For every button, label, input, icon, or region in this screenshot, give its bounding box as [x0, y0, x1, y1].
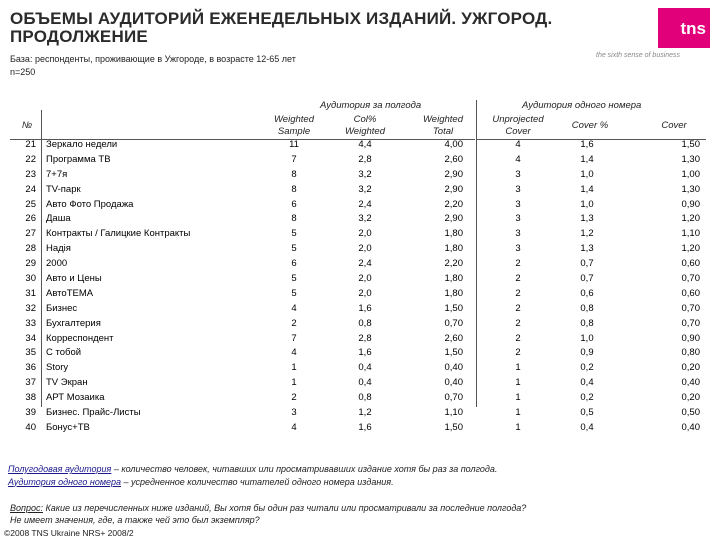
cell-col-weighted: 2,4	[358, 198, 372, 210]
cell-weighted-sample: 4	[291, 347, 297, 359]
cell-weighted-sample: 2	[291, 317, 297, 329]
cell-publication: Контракты / Галицкие Контракты	[46, 228, 191, 240]
cell-weighted-total: 2,20	[444, 258, 463, 270]
cell-unprojected-cover: 3	[515, 228, 521, 240]
cell-number: 23	[25, 168, 36, 180]
table-row	[0, 138, 720, 153]
cell-publication: С тобой	[46, 347, 82, 359]
cell-weighted-sample: 7	[291, 153, 297, 165]
cell-number: 21	[25, 139, 36, 150]
cell-weighted-total: 1,80	[444, 228, 463, 240]
group-header-one-issue: Аудитория одного номера	[522, 100, 642, 111]
table-row	[0, 376, 720, 391]
cell-unprojected-cover: 4	[515, 139, 521, 150]
cell-publication: Корреспондент	[46, 332, 114, 344]
cell-unprojected-cover: 3	[515, 168, 521, 180]
cell-cover-percent: 0,8	[580, 317, 594, 329]
column-header-weighted-sample: Weighted Sample	[274, 114, 314, 137]
cell-unprojected-cover: 3	[515, 213, 521, 225]
cell-col-weighted: 0,8	[358, 392, 372, 404]
definition-one-issue	[8, 476, 497, 489]
cell-unprojected-cover: 2	[515, 302, 521, 314]
cell-number: 37	[25, 377, 36, 389]
title-line-1: ОБЪЕМЫ АУДИТОРИЙ ЕЖЕНЕДЕЛЬНЫХ ИЗДАНИЙ. УЖГОРОД.	[10, 9, 553, 28]
cell-number: 29	[25, 258, 36, 270]
cell-publication: Зеркало недели	[46, 139, 118, 150]
cell-cover: 0,40	[681, 421, 700, 433]
cell-cover: 0,80	[681, 347, 700, 359]
cell-weighted-total: 1,80	[444, 273, 463, 285]
cell-weighted-total: 2,90	[444, 168, 463, 180]
cell-weighted-total: 2,90	[444, 183, 463, 195]
cell-cover-percent: 1,3	[580, 243, 594, 255]
cell-number: 35	[25, 347, 36, 359]
table-row	[0, 183, 720, 198]
sample-size: n=250	[10, 67, 36, 77]
table-row	[0, 287, 720, 302]
cell-cover: 0,70	[681, 302, 700, 314]
tns-logo	[596, 6, 714, 64]
term-one-issue: Аудитория одного номера	[8, 476, 122, 487]
cell-unprojected-cover: 1	[515, 377, 521, 389]
cell-number: 34	[25, 332, 36, 344]
cell-cover: 0,40	[681, 377, 700, 389]
cell-unprojected-cover: 3	[515, 198, 521, 210]
definition-one-issue-text: – усредненное количество читателей одного номера издания.	[121, 476, 394, 487]
cell-number: 39	[25, 407, 36, 419]
table-row	[0, 421, 720, 436]
cell-cover-percent: 1,4	[580, 153, 594, 165]
column-header-cover: Cover	[661, 120, 687, 131]
cell-number: 25	[25, 198, 36, 210]
cell-cover: 0,20	[681, 392, 700, 404]
cell-weighted-sample: 4	[291, 302, 297, 314]
cell-col-weighted: 3,2	[358, 168, 372, 180]
cell-weighted-sample: 8	[291, 183, 297, 195]
cell-weighted-total: 0,40	[444, 377, 463, 389]
cell-number: 24	[25, 183, 36, 195]
table-row	[0, 212, 720, 227]
cell-publication: Бизнес. Прайс-Листы	[46, 407, 141, 419]
cell-unprojected-cover: 4	[515, 153, 521, 165]
table-row	[0, 361, 720, 376]
cell-cover: 0,90	[681, 332, 700, 344]
table-row	[0, 406, 720, 421]
cell-col-weighted: 2,8	[358, 153, 372, 165]
cell-cover: 1,50	[681, 139, 700, 150]
cell-weighted-sample: 4	[291, 421, 297, 433]
cell-col-weighted: 0,4	[358, 362, 372, 374]
cell-cover: 1,30	[681, 153, 700, 165]
term-half-year: Полугодовая аудитория	[8, 464, 112, 474]
cell-col-weighted: 2,0	[358, 243, 372, 255]
cell-unprojected-cover: 2	[515, 332, 521, 344]
cell-unprojected-cover: 2	[515, 287, 521, 299]
cell-weighted-sample: 3	[291, 407, 297, 419]
table-row	[0, 317, 720, 332]
cell-publication: Даша	[46, 213, 71, 225]
table-row	[0, 257, 720, 272]
cell-weighted-sample: 5	[291, 287, 297, 299]
cell-unprojected-cover: 3	[515, 243, 521, 255]
cell-weighted-total: 0,40	[444, 362, 463, 374]
table-body	[0, 138, 720, 436]
cell-weighted-total: 2,90	[444, 213, 463, 225]
cell-weighted-total: 1,50	[444, 421, 463, 433]
table-row	[0, 272, 720, 287]
page-title	[10, 10, 552, 46]
cell-cover-percent: 1,6	[580, 139, 594, 150]
cell-col-weighted: 1,2	[358, 407, 372, 419]
cell-weighted-total: 2,20	[444, 198, 463, 210]
cell-publication: 7+7я	[46, 168, 68, 180]
cell-cover-percent: 1,3	[580, 213, 594, 225]
table-row	[0, 227, 720, 242]
cell-weighted-sample: 6	[291, 198, 297, 210]
definitions	[8, 463, 497, 488]
cell-weighted-sample: 1	[291, 377, 297, 389]
copyright: ©2008 TNS Ukraine NRS+ 2008/2	[4, 528, 134, 538]
cell-cover: 0,70	[681, 273, 700, 285]
question-line-2: Не имеет значения, где, а также чей это был экземпляр?	[10, 515, 260, 525]
cell-publication: Авто Фото Продажа	[46, 198, 134, 210]
cell-unprojected-cover: 2	[515, 258, 521, 270]
cell-weighted-sample: 5	[291, 228, 297, 240]
definition-half-year-text: – количество человек, читавших или просматривавших издание хотя бы раз за полгода.	[111, 464, 498, 474]
title-line-2: ПРОДОЛЖЕНИЕ	[10, 27, 148, 46]
cell-weighted-total: 2,60	[444, 332, 463, 344]
cell-col-weighted: 3,2	[358, 213, 372, 225]
cell-col-weighted: 1,6	[358, 302, 372, 314]
question-label: Вопрос:	[10, 503, 43, 513]
cell-unprojected-cover: 1	[515, 392, 521, 404]
cell-cover-percent: 0,7	[580, 258, 594, 270]
cell-col-weighted: 0,8	[358, 317, 372, 329]
table-row	[0, 242, 720, 257]
cell-publication: Бизнес	[46, 302, 78, 314]
cell-cover-percent: 0,4	[580, 421, 594, 433]
cell-weighted-sample: 2	[291, 392, 297, 404]
cell-cover: 0,70	[681, 317, 700, 329]
cell-col-weighted: 2,0	[358, 273, 372, 285]
cell-cover: 1,00	[681, 168, 700, 180]
cell-cover-percent: 0,2	[580, 392, 594, 404]
cell-cover: 0,20	[681, 362, 700, 374]
cell-publication: Story	[46, 362, 69, 374]
cell-weighted-sample: 5	[291, 273, 297, 285]
cell-publication: Бухгалтерия	[46, 317, 101, 329]
cell-weighted-total: 4,00	[444, 139, 463, 150]
cell-number: 30	[25, 273, 36, 285]
cell-number: 26	[25, 213, 36, 225]
cell-cover-percent: 0,4	[580, 377, 594, 389]
table-row	[0, 302, 720, 317]
table-row	[0, 168, 720, 183]
column-header-cover-percent: Cover %	[571, 120, 609, 131]
cell-cover-percent: 1,4	[580, 183, 594, 195]
cell-weighted-total: 1,50	[444, 347, 463, 359]
cell-cover-percent: 1,0	[580, 198, 594, 210]
cell-col-weighted: 2,0	[358, 228, 372, 240]
logo-tagline: the sixth sense of business	[596, 52, 681, 59]
cell-cover: 0,90	[681, 198, 700, 210]
cell-unprojected-cover: 1	[515, 362, 521, 374]
table-row	[0, 346, 720, 361]
cell-cover: 0,60	[681, 258, 700, 270]
cell-weighted-sample: 5	[291, 243, 297, 255]
cell-unprojected-cover: 1	[515, 407, 521, 419]
table-row	[0, 332, 720, 347]
cell-cover: 0,60	[681, 287, 700, 299]
column-header-col-weighted: Col% Weighted	[345, 114, 385, 137]
cell-publication: АвтоТЕМА	[46, 287, 94, 299]
group-header-half-year: Аудитория за полгода	[320, 100, 422, 111]
cell-publication: АРТ Мозаика	[46, 392, 105, 404]
cell-cover: 1,10	[681, 228, 700, 240]
cell-number: 22	[25, 153, 36, 165]
cell-unprojected-cover: 2	[515, 273, 521, 285]
cell-unprojected-cover: 1	[515, 421, 521, 433]
cell-cover-percent: 0,2	[580, 362, 594, 374]
cell-col-weighted: 1,6	[358, 421, 372, 433]
cell-cover: 1,20	[681, 243, 700, 255]
cell-publication: Бонус+ТВ	[46, 421, 90, 433]
cell-publication: TV-парк	[46, 183, 81, 195]
cell-weighted-sample: 7	[291, 332, 297, 344]
column-header-unprojected-cover: Unprojected Cover	[492, 114, 544, 137]
cell-number: 31	[25, 287, 36, 299]
cell-weighted-total: 1,10	[444, 407, 463, 419]
cell-publication: Программа ТВ	[46, 153, 111, 165]
cell-number: 28	[25, 243, 36, 255]
cell-cover-percent: 0,7	[580, 273, 594, 285]
cell-cover: 0,50	[681, 407, 700, 419]
column-header-number: №	[21, 120, 33, 131]
cell-weighted-sample: 8	[291, 213, 297, 225]
cell-cover-percent: 0,9	[580, 347, 594, 359]
cell-weighted-total: 1,50	[444, 302, 463, 314]
cell-weighted-total: 0,70	[444, 392, 463, 404]
cell-col-weighted: 4,4	[358, 139, 372, 150]
cell-cover-percent: 1,0	[580, 332, 594, 344]
cell-cover-percent: 0,8	[580, 302, 594, 314]
cell-unprojected-cover: 3	[515, 183, 521, 195]
cell-publication: Надія	[46, 243, 71, 255]
cell-weighted-sample: 8	[291, 168, 297, 180]
cell-col-weighted: 2,0	[358, 287, 372, 299]
cell-number: 38	[25, 392, 36, 404]
definition-half-year	[8, 463, 497, 476]
cell-weighted-sample: 1	[291, 362, 297, 374]
cell-weighted-sample: 6	[291, 258, 297, 270]
cell-number: 40	[25, 421, 36, 433]
cell-publication: TV Экран	[46, 377, 88, 389]
cell-number: 27	[25, 228, 36, 240]
cell-cover-percent: 0,6	[580, 287, 594, 299]
cell-col-weighted: 0,4	[358, 377, 372, 389]
survey-question	[10, 502, 526, 526]
cell-cover-percent: 0,5	[580, 407, 594, 419]
column-header-weighted-total: Weighted Total	[423, 114, 463, 137]
sample-base	[10, 53, 296, 79]
table-row	[0, 391, 720, 406]
cell-col-weighted: 3,2	[358, 183, 372, 195]
question-text-1: Какие из перечисленных ниже изданий, Вы хотя бы один раз читали или просматривали за последние полгода?	[42, 503, 527, 513]
cell-col-weighted: 1,6	[358, 347, 372, 359]
cell-number: 32	[25, 302, 36, 314]
cell-weighted-total: 2,60	[444, 153, 463, 165]
cell-publication: 2000	[46, 258, 68, 270]
logo-text: tns	[680, 19, 706, 38]
cell-cover: 1,30	[681, 183, 700, 195]
cell-cover: 1,20	[681, 213, 700, 225]
base-description: База: респонденты, проживающие в Ужгороде, в возрасте 12-65 лет	[10, 54, 296, 64]
cell-unprojected-cover: 2	[515, 317, 521, 329]
cell-unprojected-cover: 2	[515, 347, 521, 359]
table-row	[0, 198, 720, 213]
cell-col-weighted: 2,8	[358, 332, 372, 344]
question-line-1	[10, 502, 526, 514]
table-row	[0, 153, 720, 168]
cell-weighted-total: 1,80	[444, 243, 463, 255]
cell-cover-percent: 1,2	[580, 228, 594, 240]
cell-weighted-sample: 11	[289, 139, 299, 150]
cell-cover-percent: 1,0	[580, 168, 594, 180]
cell-weighted-total: 1,80	[444, 287, 463, 299]
cell-col-weighted: 2,4	[358, 258, 372, 270]
cell-number: 36	[25, 362, 36, 374]
cell-weighted-total: 0,70	[444, 317, 463, 329]
cell-publication: Авто и Цены	[46, 273, 102, 285]
cell-number: 33	[25, 317, 36, 329]
